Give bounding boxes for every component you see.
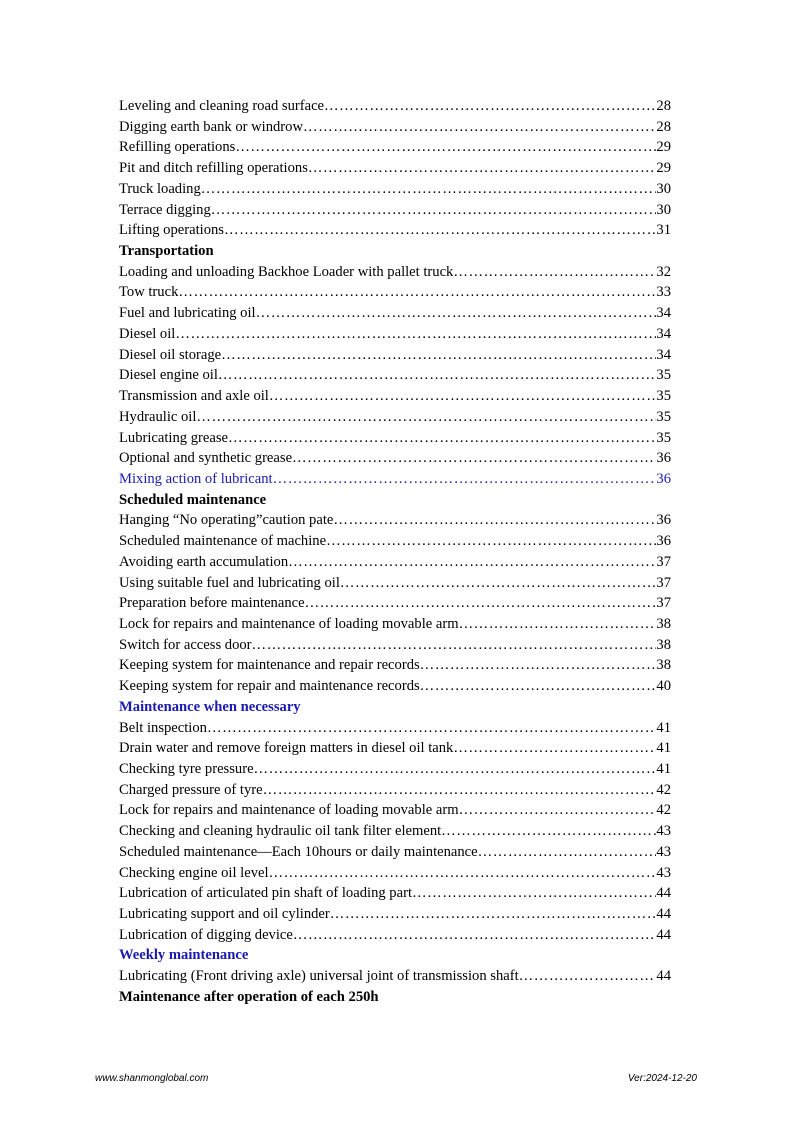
toc-page-number: 44 xyxy=(656,906,671,923)
toc-entry-label: Lubricating (Front driving axle) universal joint of transmission shaft xyxy=(119,968,519,985)
toc-entry-label: Drain water and remove foreign matters in diesel oil tank xyxy=(119,740,454,757)
toc-entry-label: Mixing action of lubricant xyxy=(119,470,273,487)
toc-page-number: 41 xyxy=(656,740,671,757)
toc-entry-label: Using suitable fuel and lubricating oil xyxy=(119,574,340,591)
toc-entry[interactable] xyxy=(119,262,671,283)
toc-leader-dots xyxy=(288,552,656,573)
toc-leader-dots xyxy=(420,676,657,697)
toc-entry-label: Scheduled maintenance—Each 10hours or daily maintenance xyxy=(119,843,478,860)
toc-entry-label: Checking and cleaning hydraulic oil tank filter element xyxy=(119,823,442,840)
toc-entry-label: Lubrication of articulated pin shaft of loading part xyxy=(119,885,412,902)
toc-entry-label: Diesel oil xyxy=(119,325,176,342)
toc-entry-label: Belt inspection xyxy=(119,719,207,736)
toc-entry[interactable] xyxy=(119,821,671,842)
toc-leader-dots xyxy=(269,386,657,407)
toc-page-number: 35 xyxy=(656,429,671,446)
toc-entry-label: Scheduled maintenance of machine xyxy=(119,533,327,550)
toc-entry-label: Diesel engine oil xyxy=(119,367,218,384)
toc-page-number: 29 xyxy=(656,139,671,156)
toc-entry-label: Checking tyre pressure xyxy=(119,761,254,777)
toc-leader-dots xyxy=(224,220,656,241)
toc-entry-label: Hanging “No operating”caution pate xyxy=(119,512,334,529)
toc-page-number: 28 xyxy=(656,118,671,135)
toc-entry[interactable] xyxy=(119,158,671,179)
toc-page-number: 34 xyxy=(656,305,671,322)
toc-entry-label: Terrace digging xyxy=(119,201,211,218)
toc-entry-label: Transmission and axle oil xyxy=(119,388,269,405)
toc-leader-dots xyxy=(211,200,657,221)
toc-entry-label: Avoiding earth accumulation xyxy=(119,553,289,570)
toc-entry[interactable] xyxy=(119,303,671,324)
toc-leader-dots xyxy=(293,925,657,946)
toc-page-number: 44 xyxy=(656,885,671,902)
toc-page-number: 33 xyxy=(656,284,671,301)
toc-entry-label: Optional and synthetic grease xyxy=(119,450,293,467)
toc-page-number: 37 xyxy=(656,595,671,612)
toc-entry-label: Leveling and cleaning road surface xyxy=(119,98,325,114)
toc-page-number: 31 xyxy=(656,222,671,239)
toc-leader-dots xyxy=(263,780,657,801)
toc-leader-dots xyxy=(420,655,657,676)
toc-entry[interactable] xyxy=(119,842,671,863)
toc-entry[interactable] xyxy=(119,282,671,303)
toc-entry[interactable] xyxy=(119,759,671,780)
toc-entry-label: Checking engine oil level xyxy=(119,864,269,881)
toc-entry-label: Refilling operations xyxy=(119,139,236,156)
toc-leader-dots xyxy=(178,282,656,303)
toc-entry-label: Lubricating support and oil cylinder xyxy=(119,906,330,923)
toc-entry-label: Keeping system for repair and maintenance records xyxy=(119,678,420,695)
toc-entry-label: Truck loading xyxy=(119,180,201,197)
toc-page-number: 42 xyxy=(656,781,671,798)
toc-entry[interactable] xyxy=(119,510,671,531)
toc-entry[interactable] xyxy=(119,200,671,221)
toc-leader-dots xyxy=(218,365,657,386)
toc-leader-dots xyxy=(330,904,657,925)
toc-entry[interactable] xyxy=(119,863,671,884)
toc-entry-label: Lifting operations xyxy=(119,222,224,239)
toc-entry-label: Tow truck xyxy=(119,284,179,301)
toc-page-number: 34 xyxy=(656,325,671,342)
toc-entry[interactable] xyxy=(119,469,671,490)
table-of-contents xyxy=(119,96,671,1008)
toc-entry[interactable] xyxy=(119,655,671,676)
toc-page-number: 40 xyxy=(656,678,671,695)
toc-entry-label: Charged pressure of tyre xyxy=(119,781,263,798)
toc-entry[interactable] xyxy=(119,448,671,469)
toc-entry-label: Fuel and lubricating oil xyxy=(119,305,256,322)
toc-page-number: 36 xyxy=(656,533,671,550)
toc-leader-dots xyxy=(235,137,656,158)
toc-entry-label: Digging earth bank or windrow xyxy=(119,118,304,135)
toc-page-number: 43 xyxy=(656,823,671,840)
toc-leader-dots xyxy=(256,303,657,324)
toc-entry[interactable] xyxy=(119,676,671,697)
toc-leader-dots xyxy=(519,966,657,987)
toc-entry[interactable] xyxy=(119,137,671,158)
toc-entry[interactable] xyxy=(119,345,671,366)
toc-entry-label: Lock for repairs and maintenance of loading movable arm xyxy=(119,615,459,632)
toc-page-number: 30 xyxy=(656,201,671,218)
toc-leader-dots xyxy=(308,158,657,179)
toc-page-number: 37 xyxy=(656,574,671,591)
toc-section-heading: Maintenance when necessary xyxy=(119,698,301,715)
toc-page-number: 38 xyxy=(656,615,671,632)
toc-leader-dots xyxy=(326,531,656,552)
toc-leader-dots xyxy=(453,262,656,283)
toc-entry-label: Lubrication of digging device xyxy=(119,926,293,943)
toc-page-number: 35 xyxy=(656,367,671,384)
toc-page-number: 29 xyxy=(656,160,671,177)
toc-entry-label: Lock for repairs and maintenance of loading movable arm xyxy=(119,802,459,819)
toc-page-number: 43 xyxy=(656,864,671,881)
toc-page-number: 43 xyxy=(656,843,671,860)
toc-page-number: 36 xyxy=(656,450,671,467)
toc-entry-label: Pit and ditch refilling operations xyxy=(119,160,308,177)
toc-entry-label: Keeping system for maintenance and repair records xyxy=(119,657,420,674)
toc-entry[interactable] xyxy=(119,531,671,552)
toc-leader-dots xyxy=(175,324,656,345)
toc-entry-label: Lubricating grease xyxy=(119,429,228,446)
toc-entry[interactable] xyxy=(119,179,671,200)
toc-entry[interactable] xyxy=(119,324,671,345)
toc-leader-dots xyxy=(459,800,657,821)
toc-page-number: 44 xyxy=(656,968,671,985)
toc-leader-dots xyxy=(292,448,656,469)
toc-leader-dots xyxy=(340,573,657,594)
toc-entry[interactable] xyxy=(119,365,671,386)
toc-entry[interactable] xyxy=(119,614,671,635)
toc-entry[interactable] xyxy=(119,635,671,656)
toc-leader-dots xyxy=(201,179,657,200)
toc-entry[interactable] xyxy=(119,966,671,987)
toc-entry[interactable] xyxy=(119,573,671,594)
toc-leader-dots xyxy=(441,821,656,842)
toc-leader-dots xyxy=(324,96,656,117)
toc-page-number: 41 xyxy=(656,761,671,777)
toc-page-number: 34 xyxy=(656,346,671,363)
toc-leader-dots xyxy=(333,510,656,531)
toc-page-number: 37 xyxy=(656,553,671,570)
toc-leader-dots xyxy=(196,407,656,428)
toc-leader-dots xyxy=(228,428,656,449)
toc-page-number: 35 xyxy=(656,408,671,425)
toc-section-heading: Maintenance after operation of each 250h xyxy=(119,988,379,1005)
toc-entry[interactable] xyxy=(119,738,671,759)
toc-page-number: 38 xyxy=(656,636,671,653)
toc-section-heading: Scheduled maintenance xyxy=(119,491,267,508)
toc-entry[interactable] xyxy=(119,883,671,904)
toc-page-number: 35 xyxy=(656,388,671,405)
toc-leader-dots xyxy=(478,842,657,863)
toc-page-number: 32 xyxy=(656,263,671,280)
footer-website[interactable]: www.shanmonglobal.com xyxy=(95,1073,209,1084)
toc-leader-dots xyxy=(305,593,657,614)
toc-page-number: 42 xyxy=(656,802,671,819)
toc-section-heading: Weekly maintenance xyxy=(119,947,249,964)
toc-leader-dots xyxy=(273,469,657,490)
toc-page-number: 30 xyxy=(656,180,671,197)
toc-entry-label: Preparation before maintenance xyxy=(119,595,305,612)
toc-section-heading: Transportation xyxy=(119,243,214,260)
toc-entry[interactable] xyxy=(119,407,671,428)
toc-page-number: 36 xyxy=(656,512,671,529)
toc-entry[interactable] xyxy=(119,904,671,925)
toc-entry[interactable] xyxy=(119,117,671,138)
toc-entry[interactable] xyxy=(119,220,671,241)
toc-leader-dots xyxy=(269,863,657,884)
toc-page-number: 38 xyxy=(656,657,671,674)
footer-version: Ver:2024-12-20 xyxy=(627,1073,697,1084)
toc-entry-label: Switch for access door xyxy=(119,636,252,653)
toc-leader-dots xyxy=(252,635,657,656)
toc-entry[interactable] xyxy=(119,593,671,614)
toc-entry-label: Hydraulic oil xyxy=(119,408,197,425)
toc-leader-dots xyxy=(453,738,656,759)
toc-entry[interactable] xyxy=(119,718,671,739)
toc-entry[interactable] xyxy=(119,96,671,117)
toc-page-number: 28 xyxy=(656,98,671,114)
toc-entry-label: Diesel oil storage xyxy=(119,346,222,363)
toc-leader-dots xyxy=(254,759,657,780)
toc-leader-dots xyxy=(303,117,656,138)
toc-page-number: 36 xyxy=(656,470,671,487)
toc-page-number: 44 xyxy=(656,926,671,943)
toc-entry[interactable] xyxy=(119,925,671,946)
toc-entry[interactable] xyxy=(119,386,671,407)
toc-page-number: 41 xyxy=(656,719,671,736)
toc-leader-dots xyxy=(221,345,656,366)
toc-entry-label: Loading and unloading Backhoe Loader with pallet truck xyxy=(119,263,454,280)
toc-entry[interactable] xyxy=(119,552,671,573)
toc-entry[interactable] xyxy=(119,780,671,801)
toc-leader-dots xyxy=(207,718,656,739)
toc-leader-dots xyxy=(412,883,656,904)
toc-entry[interactable] xyxy=(119,428,671,449)
toc-entry[interactable] xyxy=(119,800,671,821)
toc-leader-dots xyxy=(459,614,657,635)
